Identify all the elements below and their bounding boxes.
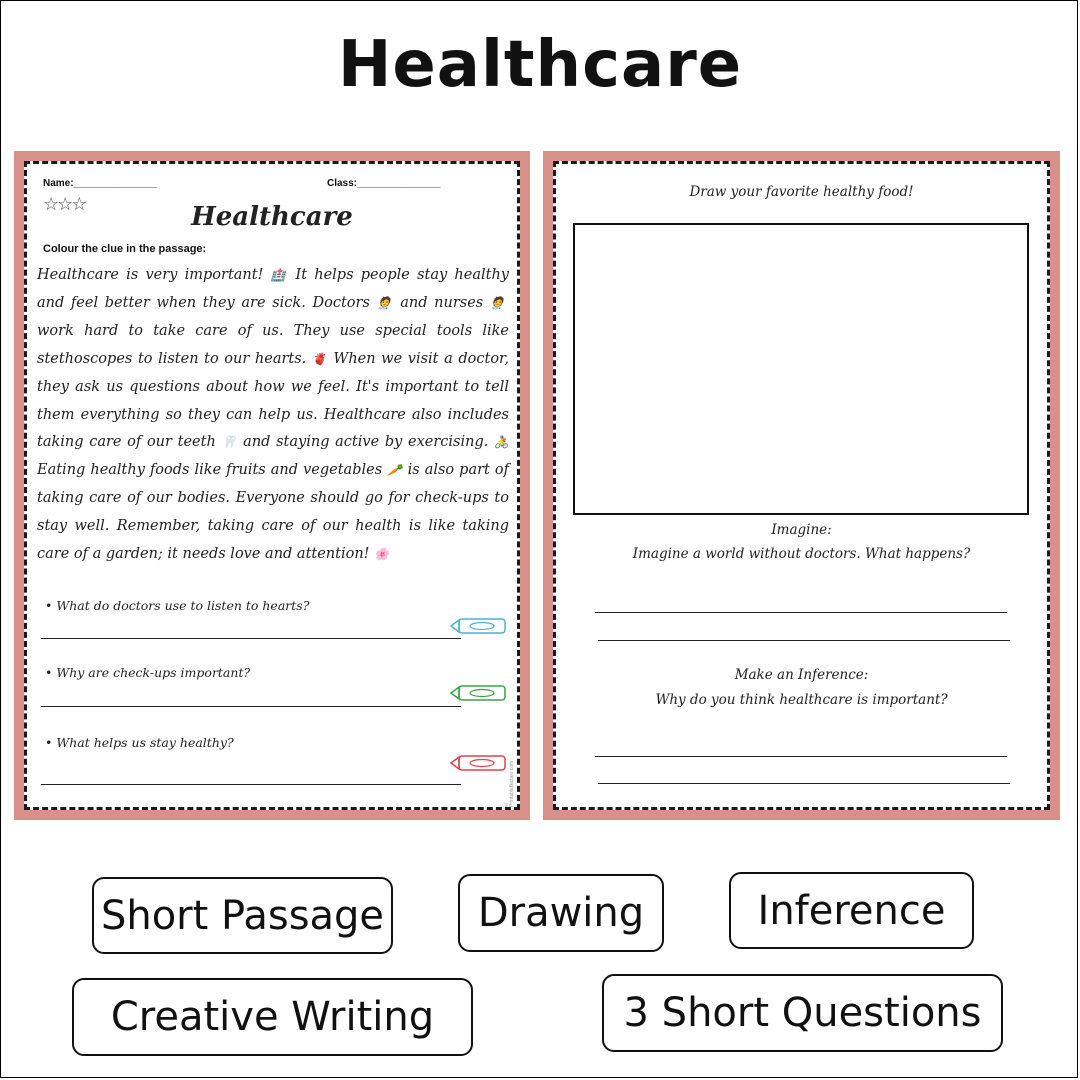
question-3-text: What helps us stay healthy?: [56, 735, 234, 750]
imagine-answer-line-1[interactable]: [595, 612, 1007, 613]
answer-line-2[interactable]: [41, 706, 461, 707]
inference-answer-line-1[interactable]: [595, 756, 1007, 757]
answer-line-1[interactable]: [41, 638, 461, 639]
imagine-heading: Imagine:: [771, 522, 832, 538]
class-field-label: Class:_______________: [327, 178, 441, 189]
worksheet-title: Healthcare: [191, 202, 353, 232]
main-title: Healthcare: [337, 28, 743, 102]
crayon-icon: [449, 683, 509, 703]
worksheet-page-activities: [543, 151, 1060, 820]
passage-text: work hard to take care of us. They use special tools like stethoscopes to listen to our hearts.: [37, 322, 509, 367]
passage-text: It helps people stay healthy and feel better when they are sick. Doctors: [37, 267, 509, 311]
tag-inference: Inference: [729, 872, 974, 949]
page-border: [24, 161, 520, 810]
question-2: • Why are check-ups important?: [45, 665, 251, 680]
page-border: [553, 161, 1050, 810]
question-2-text: Why are check-ups important?: [56, 665, 251, 680]
inference-heading: Make an Inference:: [734, 667, 869, 683]
carrot-icon: 🥕: [387, 463, 403, 478]
imagine-answer-line-2[interactable]: [598, 640, 1010, 641]
passage-text: is also part of taking care of our bodies. Everyone should go for check-ups to stay well. Remember, taking care of our health is like taking care of a garden; it needs love and attention!: [37, 462, 509, 563]
tag-three-short-questions: 3 Short Questions: [602, 974, 1003, 1052]
passage-text: and staying active by exercising.: [237, 434, 495, 451]
tag-short-passage: Short Passage: [92, 877, 393, 954]
worksheet-page-passage: [14, 151, 530, 820]
passage-text: and nurses: [393, 294, 490, 311]
name-field-label: Name:_______________: [43, 178, 157, 189]
drawing-area[interactable]: [573, 223, 1029, 515]
heart-icon: 🫀: [311, 351, 328, 366]
question-3: • What helps us stay healthy?: [45, 735, 234, 750]
crayon-icon: [449, 753, 509, 773]
inference-answer-line-2[interactable]: [598, 783, 1010, 784]
doctor-icon: 🧑‍⚕️: [376, 295, 394, 310]
nurse-icon: 🧑‍⚕️: [489, 295, 507, 310]
question-1: • What do doctors use to listen to hearts?: [45, 598, 310, 613]
reading-passage: [37, 262, 509, 569]
passage-text: Eating healthy foods like fruits and vegetables: [37, 462, 388, 479]
copyright-text: © PrintableBazaar.com: [503, 760, 515, 807]
hospital-icon: 🏥: [270, 268, 289, 282]
rating-stars-icon: ☆☆☆: [43, 194, 86, 215]
instruction-text: Colour the clue in the passage:: [43, 243, 207, 255]
passage-text: When we visit a doctor, they ask us questions about how we feel. It's important to tell them everything so they can help us. Healthcare also includes taking care of our teeth: [37, 350, 509, 451]
flower-icon: 🌸: [374, 547, 390, 562]
passage-text: Healthcare is very important!: [37, 267, 271, 283]
crayon-icon: [449, 616, 509, 636]
tag-drawing: Drawing: [458, 874, 664, 952]
tag-creative-writing: Creative Writing: [72, 978, 473, 1056]
inference-question: Why do you think healthcare is important?: [655, 692, 948, 708]
answer-line-3[interactable]: [41, 784, 461, 785]
cyclist-icon: 🚴: [494, 435, 509, 450]
draw-prompt: Draw your favorite healthy food!: [689, 184, 914, 200]
tooth-icon: 🦷: [221, 435, 238, 450]
question-1-text: What do doctors use to listen to hearts?: [56, 598, 310, 613]
imagine-question: Imagine a world without doctors. What happens?: [632, 546, 971, 562]
